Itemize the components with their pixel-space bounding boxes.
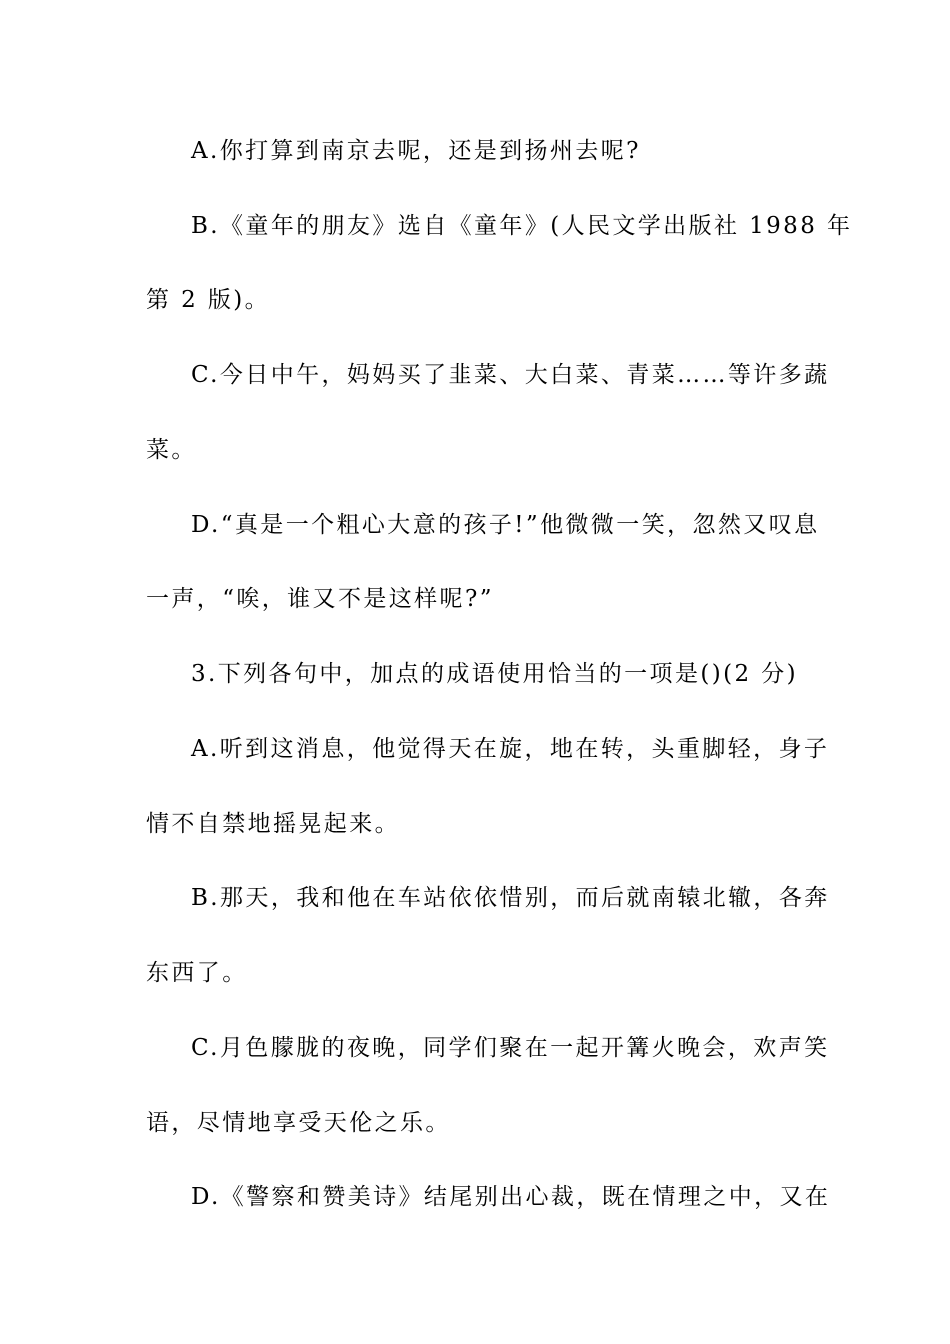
question-3-title: 3.下列各句中，加点的成语使用恰当的一项是()(2 分) [191, 661, 798, 687]
option-b-question2-line2: 第 2 版)。 [146, 287, 271, 313]
option-b-question2-line1: B.《童年的朋友》选自《童年》(人民文学出版社 1988 年 [191, 213, 853, 239]
option-d-question2-line1: D.“真是一个粗心大意的孩子!”他微微一笑，忽然又叹息 [191, 512, 820, 538]
option-c-question2-line1: C.今日中午，妈妈买了韭菜、大白菜、青菜……等许多蔬 [191, 362, 830, 388]
option-a-question3-line1: A.听到这消息，他觉得天在旋，地在转，头重脚轻，身子 [191, 736, 830, 762]
option-c-question3-line1: C.月色朦胧的夜晚，同学们聚在一起开篝火晚会，欢声笑 [191, 1035, 830, 1061]
option-c-question3-line2: 语，尽情地享受天伦之乐。 [146, 1110, 451, 1136]
option-d-question2-line2: 一声，“唉，谁又不是这样呢?” [146, 586, 494, 612]
option-c-question2-line2: 菜。 [146, 437, 197, 463]
option-b-question3-line1: B.那天，我和他在车站依依惜别，而后就南辕北辙，各奔 [191, 885, 830, 911]
option-a-question3-line2: 情不自禁地摇晃起来。 [146, 811, 400, 837]
option-a-question2: A.你打算到南京去呢，还是到扬州去呢? [191, 138, 641, 164]
option-d-question3-line1: D.《警察和赞美诗》结尾别出心裁，既在情理之中，又在 [191, 1184, 831, 1210]
option-b-question3-line2: 东西了。 [146, 960, 248, 986]
